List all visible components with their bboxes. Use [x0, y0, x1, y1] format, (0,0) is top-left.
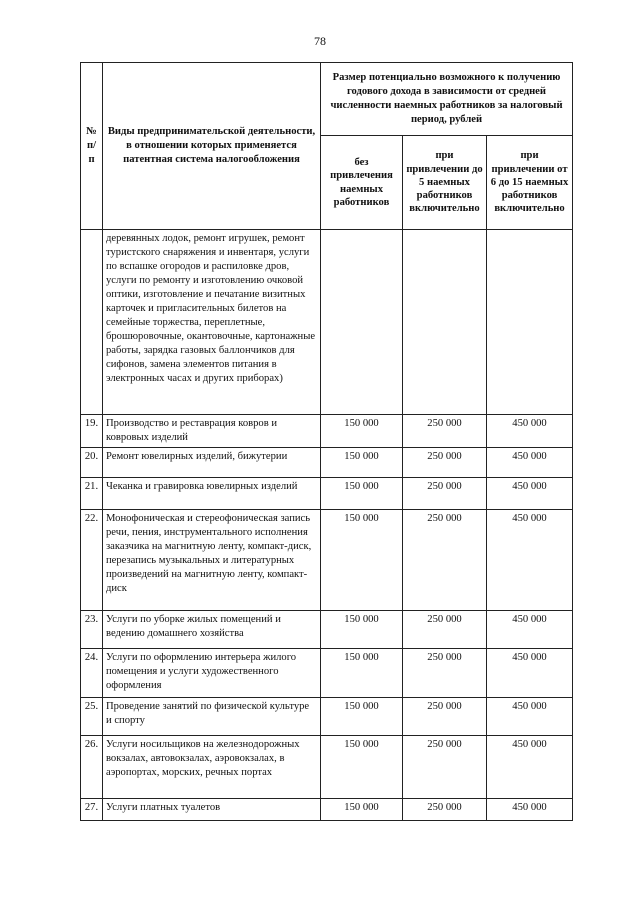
row-activity: Услуги по уборке жилых помещений и ведению домашнего хозяйства [103, 611, 321, 649]
tax-table [80, 62, 573, 821]
row-value-up-to-5: 250 000 [403, 448, 487, 478]
row-value-6-to-15: 450 000 [487, 415, 573, 448]
table-row [81, 736, 573, 799]
row-value-up-to-5: 250 000 [403, 415, 487, 448]
table-body [81, 230, 573, 821]
row-value-up-to-5: 250 000 [403, 611, 487, 649]
row-value-no-employees: 150 000 [321, 415, 403, 448]
row-activity: Чеканка и гравировка ювелирных изделий [103, 478, 321, 510]
row-value-up-to-5: 250 000 [403, 698, 487, 736]
row-number: 23. [81, 611, 103, 649]
row-value-no-employees: 150 000 [321, 649, 403, 698]
row-value-up-to-5: 250 000 [403, 736, 487, 799]
row-activity: Проведение занятий по физической культуре и спорту [103, 698, 321, 736]
row-number: 26. [81, 736, 103, 799]
table-row [81, 698, 573, 736]
row-value-6-to-15: 450 000 [487, 799, 573, 821]
table-row [81, 649, 573, 698]
row-value-no-employees: 150 000 [321, 799, 403, 821]
row-value-no-employees: 150 000 [321, 478, 403, 510]
row-activity: Услуги по оформлению интерьера жилого помещения и услуги художественного оформления [103, 649, 321, 698]
header-no-employees: без привлечения наемных работников [321, 136, 403, 230]
row-value-no-employees: 150 000 [321, 698, 403, 736]
table-row [81, 799, 573, 821]
header-6-to-15-employees: при привлечении от 6 до 15 наемных работников включительно [487, 136, 573, 230]
row-value-up-to-5: 250 000 [403, 649, 487, 698]
row-value-6-to-15: 450 000 [487, 611, 573, 649]
table-row [81, 478, 573, 510]
row-value-up-to-5: 250 000 [403, 510, 487, 611]
header-activity-kind: Виды предпринимательской деятельности, в отношении которых применяется патентная система налогообложения [103, 63, 321, 230]
row-value-up-to-5: 250 000 [403, 799, 487, 821]
row-number: 22. [81, 510, 103, 611]
row-activity: Производство и реставрация ковров и ковровых изделий [103, 415, 321, 448]
row-value-6-to-15 [487, 230, 573, 415]
row-number: 20. [81, 448, 103, 478]
header-income-size: Размер потенциально возможного к получению годового дохода в зависимости от средней численности наемных работников за налоговый период, рублей [321, 63, 573, 136]
table-row [81, 415, 573, 448]
table-row [81, 510, 573, 611]
row-activity: деревянных лодок, ремонт игрушек, ремонт туристского снаряжения и инвентаря, услуги по вспашке огородов и распиловке дров, услуги по ремонту и изготовлению очковой оптики, изготовление и печатание визитных карточек и пригласительных билетов на семейные торжества, переплетные, брошюровочные, окантовочные, картонажные работы, зарядка газовых баллончиков для сифонов, замена элементов питания в электронных часах и других приборах) [103, 230, 321, 415]
page-number: 78 [314, 34, 326, 48]
row-value-up-to-5 [403, 230, 487, 415]
row-value-6-to-15: 450 000 [487, 698, 573, 736]
table-row-continuation [81, 230, 573, 415]
row-activity: Услуги платных туалетов [103, 799, 321, 821]
row-value-no-employees: 150 000 [321, 448, 403, 478]
row-number: 25. [81, 698, 103, 736]
row-value-6-to-15: 450 000 [487, 736, 573, 799]
row-activity: Ремонт ювелирных изделий, бижутерии [103, 448, 321, 478]
row-number: 24. [81, 649, 103, 698]
table-row [81, 448, 573, 478]
header-number: № п/п [81, 63, 103, 230]
row-activity: Услуги носильщиков на железнодорожных вокзалах, автовокзалах, аэровокзалах, в аэропортах, морских, речных портах [103, 736, 321, 799]
row-value-no-employees: 150 000 [321, 611, 403, 649]
row-value-no-employees [321, 230, 403, 415]
header-up-to-5-employees: при привлечении до 5 наемных работников включительно [403, 136, 487, 230]
row-activity: Монофоническая и стереофоническая запись речи, пения, инструментального исполнения заказчика на магнитную ленту, компакт-диск, перезапись музыкальных и литературных произведений на магнитную ленту, компакт-диск [103, 510, 321, 611]
row-value-6-to-15: 450 000 [487, 478, 573, 510]
table-row [81, 611, 573, 649]
row-value-no-employees: 150 000 [321, 510, 403, 611]
row-value-6-to-15: 450 000 [487, 649, 573, 698]
row-value-6-to-15: 450 000 [487, 448, 573, 478]
row-value-6-to-15: 450 000 [487, 510, 573, 611]
row-number: 19. [81, 415, 103, 448]
row-number: 27. [81, 799, 103, 821]
row-value-no-employees: 150 000 [321, 736, 403, 799]
row-value-up-to-5: 250 000 [403, 478, 487, 510]
row-number [81, 230, 103, 415]
row-number: 21. [81, 478, 103, 510]
